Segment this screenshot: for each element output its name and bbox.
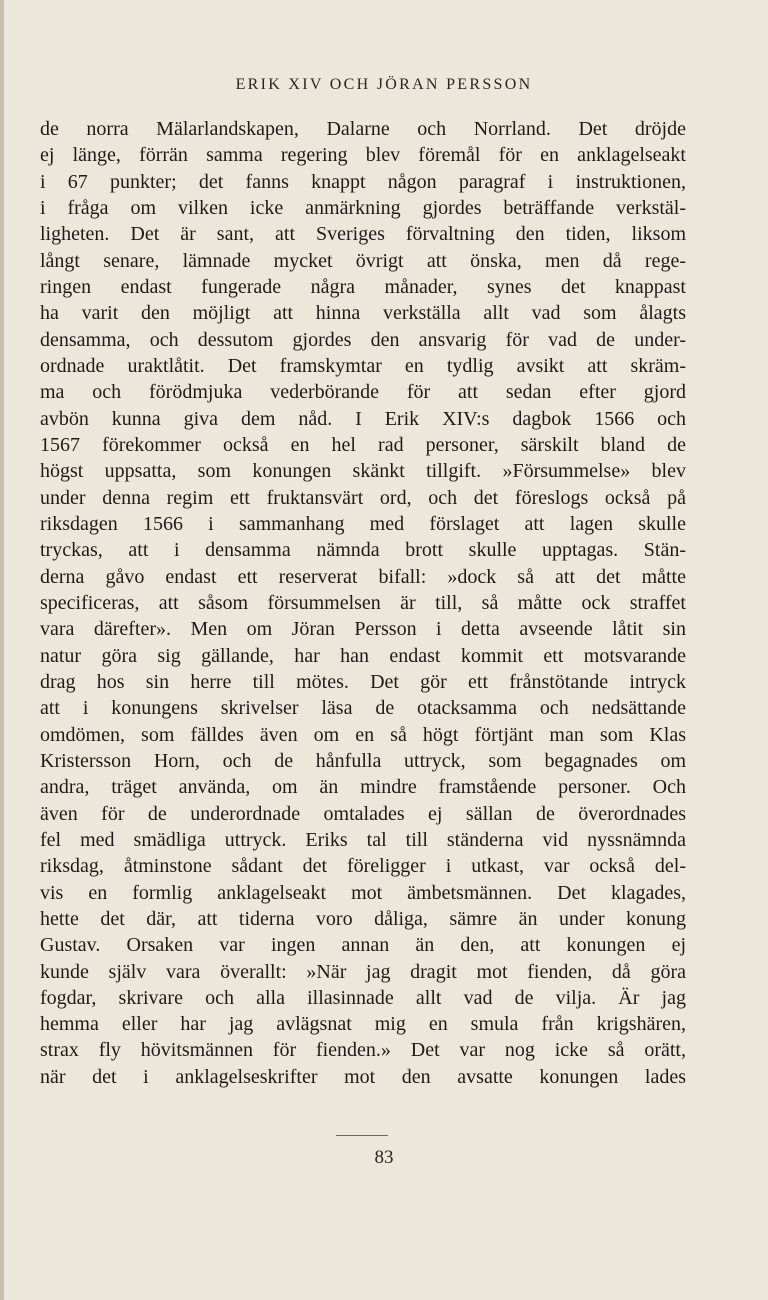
text-line: avbön kunna giva dem nåd. I Erik XIV:s dagbok 1566 och [40, 407, 686, 430]
text-line: fogdar, skrivare och alla illasinnade allt vad de vilja. Är jag [40, 986, 686, 1009]
text-line: i 67 punkter; det fanns knappt någon paragraf i instruktionen, [40, 170, 686, 193]
running-head: ERIK XIV OCH JÖRAN PERSSON [235, 76, 533, 93]
text-line: ringen endast fungerade några månader, synes det knappast [40, 275, 686, 298]
text-line: andra, träget använda, om än mindre framstående personer. Och [40, 776, 686, 799]
text-line: under denna regim ett fruktansvärt ord, och det föreslogs också på [40, 486, 686, 509]
page-edge [0, 0, 4, 1300]
text-line: tryckas, att i densamma nämnda brott skulle upptagas. Stän- [40, 539, 686, 562]
text-line: de norra Mälarlandskapen, Dalarne och Norrland. Det dröjde [40, 118, 686, 140]
text-line: vis en formlig anklagelseakt mot ämbetsmännen. Det klagades, [40, 881, 686, 904]
text-line: specificeras, att såsom försummelsen är till, så måtte ock straffet [40, 591, 686, 614]
text-line: högst uppsatta, som konungen skänkt tillgift. »Försummelse» blev [40, 460, 686, 483]
text-line: 1567 förekommer också en hel rad personer, särskilt bland de [40, 433, 686, 456]
text-line: drag hos sin herre till mötes. Det gör ett frånstötande intryck [40, 670, 686, 693]
text-line: omdömen, som fälldes även om en så högt förtjänt man som Klas [40, 723, 686, 746]
text-line: att i konungens skrivelser läsa de otacksamma och nedsättande [40, 697, 686, 720]
text-line: Kristersson Horn, och de hånfulla uttryck, som begagnades om [40, 749, 686, 772]
text-line: hette det där, att tiderna voro dåliga, sämre än under konung [40, 907, 686, 930]
text-line: densamma, och dessutom gjordes den ansvarig för vad de under- [40, 328, 686, 351]
page-number: 83 [374, 1147, 394, 1168]
text-line: ordnade uraktlåtit. Det framskymtar en tydlig avsikt att skräm- [40, 354, 686, 377]
text-line: riksdagen 1566 i sammanhang med förslaget att lagen skulle [40, 512, 686, 535]
text-line: derna gåvo endast ett reserverat bifall: »dock så att det måtte [40, 565, 686, 588]
text-line: vara därefter». Men om Jöran Persson i detta avseende låtit sin [40, 618, 686, 641]
text-line: ma och förödmjuka vederbörande för att sedan efter gjord [40, 381, 686, 404]
text-line: när det i anklagelseskrifter mot den avsatte konungen lades [40, 1065, 686, 1088]
text-line: riksdag, åtminstone sådant det föreligger i utkast, var också del- [40, 855, 686, 878]
footer-rule [336, 1135, 388, 1136]
text-line: långt senare, lämnade mycket övrigt att önska, men då rege- [40, 249, 686, 272]
text-line: natur göra sig gällande, har han endast kommit ett motsvarande [40, 644, 686, 667]
text-line: ligheten. Det är sant, att Sveriges förvaltning den tiden, liksom [40, 223, 686, 246]
text-line: ej länge, förrän samma regering blev föremål för en anklagelseakt [40, 144, 686, 167]
text-line: även för de underordnade omtalades ej sällan de överordnades [40, 802, 686, 825]
text-line: i fråga om vilken icke anmärkning gjordes beträffande verkstäl- [40, 196, 686, 219]
text-line: fel med smädliga uttryck. Eriks tal till ständerna vid nyssnämnda [40, 828, 686, 851]
text-line: kunde själv vara överallt: »När jag dragit mot fienden, då göra [40, 960, 686, 983]
text-line: Gustav. Orsaken var ingen annan än den, att konungen ej [40, 934, 686, 957]
text-line: hemma eller har jag avlägsnat mig en smula från krigshären, [40, 1013, 686, 1036]
text-line: strax fly hövitsmännen för fienden.» Det var nog icke så orätt, [40, 1039, 686, 1062]
text-line: ha varit den möjligt att hinna verkställa allt vad som ålagts [40, 302, 686, 325]
body-text [40, 116, 686, 1090]
